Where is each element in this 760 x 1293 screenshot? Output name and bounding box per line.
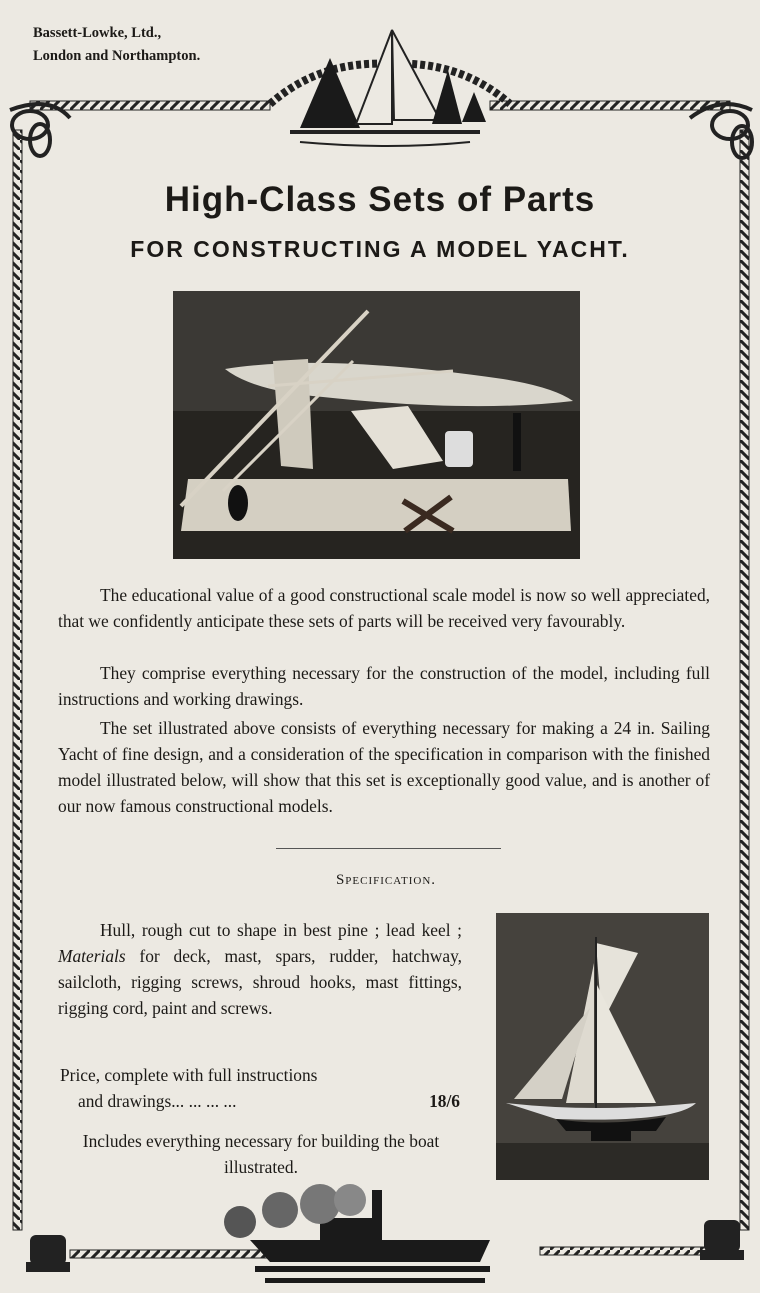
spec-text-part1: Hull, rough cut to shape in best pine ; lead keel ; [100,920,462,940]
left-rope [13,130,22,1230]
paragraph-contents [58,660,710,712]
price-line-2: and drawings... ... ... ... [78,1091,237,1111]
price-line-1: Price, complete with full instructions [60,1065,318,1085]
publisher-location: London and Northampton. [33,48,201,64]
section-divider [276,848,501,849]
specification-text [58,917,462,1021]
paragraph-1-text: The educational value of a good constructional scale model is now so well appreciated, that we confidently anticipate these sets of parts will be received very favourably. [58,585,710,631]
steamship-vignette-icon [224,1184,490,1283]
page-subtitle: FOR CONSTRUCTING A MODEL YACHT. [130,236,630,262]
parts-set-photo [173,291,580,559]
paragraph-educational-value [58,582,710,634]
specification-heading: Specification. [335,872,437,888]
price-block [60,1062,464,1114]
top-rope-left [30,101,270,110]
paragraph-set-description [58,715,710,819]
page-title: High-Class Sets of Parts [164,180,596,219]
bollard-left-icon [26,1235,70,1272]
top-rope-right [490,101,730,110]
sailboats-vignette-icon [290,30,486,146]
bottom-rope-right [540,1247,710,1255]
includes-note: Includes everything necessary for building the boat illustrated. [82,1131,440,1177]
bollard-right-icon [700,1220,744,1260]
spec-text-emphasis: Materials [58,946,126,966]
right-rope [740,130,749,1230]
price-value: 18/6 [429,1091,460,1111]
paragraph-3-text: The set illustrated above consists of everything necessary for making a 24 in. Sailing Yacht of fine design, and a consideration of the specification in comparison with the finished model illustrated below, will show that this set is exceptionally good value, and is another of our now famous constructional models. [58,718,710,816]
publisher-block [33,22,200,68]
spec-text-part2: for deck, mast, spars, rudder, hatchway, sailcloth, rigging screws, shroud hooks, mast fittings, rigging cord, paint and screws. [58,946,462,1018]
finished-yacht-photo [496,913,709,1180]
paragraph-2-text: They comprise everything necessary for the construction of the model, including full instructions and working drawings. [58,663,710,709]
bottom-rope-left [70,1250,270,1258]
publisher-name: Bassett-Lowke, Ltd., [33,25,162,41]
